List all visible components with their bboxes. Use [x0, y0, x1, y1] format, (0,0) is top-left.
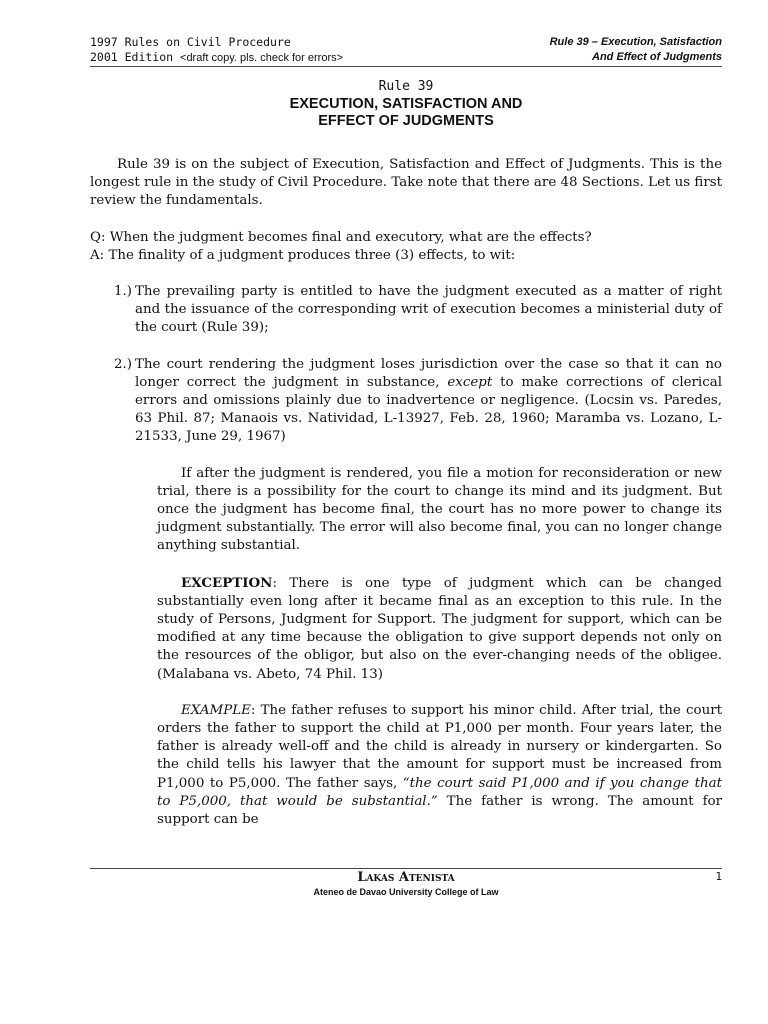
- page-number: 1: [715, 870, 722, 883]
- except-word: except: [447, 374, 493, 390]
- list-item-number: 1.): [114, 284, 133, 300]
- rule-number: Rule 39: [378, 79, 434, 94]
- exception-paragraph: [157, 574, 722, 684]
- body-text: [90, 156, 722, 829]
- example-quote: “the court said P1,000 and if you change that to P5,000, that would be substantial.”: [157, 775, 722, 809]
- list-item-text-b: to make corrections of clerical errors and omissions plainly due to inadvertence or negligence. (Locsin vs. Paredes, 63 Phil. 87; Manaois vs. Natividad, L-13927, Feb. 28, 1960; Maramba vs. Lozano, L-21533, June 29, 1967): [135, 374, 722, 445]
- rule-name-line-1: EXECUTION, SATISFACTION AND: [289, 96, 523, 112]
- rule-name-line-2: EFFECT OF JUDGMENTS: [318, 113, 494, 129]
- commentary-paragraph: If after the judgment is rendered, you file a motion for reconsideration or new trial, there is a possibility for the court to change its mind and its judgment. But once the judgment has become final, the court has no more power to change its judgment substantially. The error will also become final, you can no longer change anything substantial.: [157, 465, 722, 554]
- example-tail: The father is wrong. The amount for support can be: [157, 793, 723, 828]
- footer-institution: Ateneo de Davao University College of Law: [313, 887, 499, 897]
- footer-brand: Lakas Atenista: [357, 870, 455, 885]
- intro-paragraph: Rule 39 is on the subject of Execution, Satisfaction and Effect of Judgments. This is the longest rule in the study of Civil Procedure. Take note that there are 48 Sections. Let us first review the fundamentals.: [90, 157, 722, 209]
- list-item-text: The prevailing party is entitled to have the judgment executed as a matter of right and the issuance of the corresponding writ of execution becomes a ministerial duty of the court (Rule 39);: [135, 284, 722, 336]
- example-label: EXAMPLE: [181, 702, 251, 718]
- header-rule-title-1: Rule 39 – Execution, Satisfaction: [549, 36, 722, 48]
- example-paragraph: [157, 702, 722, 829]
- header-divider: [90, 66, 722, 67]
- header-left: [90, 35, 343, 66]
- header-edition: [90, 50, 343, 66]
- exception-text: : There is one type of judgment which can be changed substantially even long after it became final as an exception to this rule. In the study of Persons, Judgment for Support. The judgment for support, which can be modified at any time because the obligation to give support depends not only on the resources of the obligor, but also on the ever-changing needs of the obligee. (Malabana vs. Abeto, 74 Phil. 13): [157, 575, 722, 682]
- running-header: [90, 35, 722, 65]
- running-footer: [90, 870, 722, 899]
- header-draft-note: <draft copy. pls. check for errors>: [180, 52, 344, 64]
- header-right: [550, 35, 722, 65]
- header-rule-title-2: And Effect of Judgments: [592, 51, 722, 63]
- header-edition-label: 2001 Edition: [90, 50, 181, 64]
- header-book-title: 1997 Rules on Civil Procedure: [90, 35, 291, 49]
- example-text: : The father refuses to support his minor child. After trial, the court orders the father to support the child at P1,000 per month. Four years later, the father is already well-off and the child is already in nursery or kindergarten. So the child tells his lawyer that the amount for support must be increased from P1,000 to P5,000. The father says,: [157, 702, 722, 791]
- footer-divider: [90, 868, 722, 869]
- list-item-number: 2.): [114, 356, 133, 372]
- page-title: [90, 78, 722, 130]
- exception-label: EXCEPTION: [181, 574, 273, 591]
- question: Q: When the judgment becomes final and executory, what are the effects?: [90, 229, 592, 245]
- commentary-block: [90, 465, 722, 830]
- list-item-text-a: The court rendering the judgment loses jurisdiction over the case so that it can no longer correct the judgment in substance,: [135, 356, 722, 390]
- answer: A: The finality of a judgment produces three (3) effects, to wit:: [90, 247, 516, 263]
- list-item-2: [90, 356, 722, 447]
- list-item-1: [90, 283, 722, 338]
